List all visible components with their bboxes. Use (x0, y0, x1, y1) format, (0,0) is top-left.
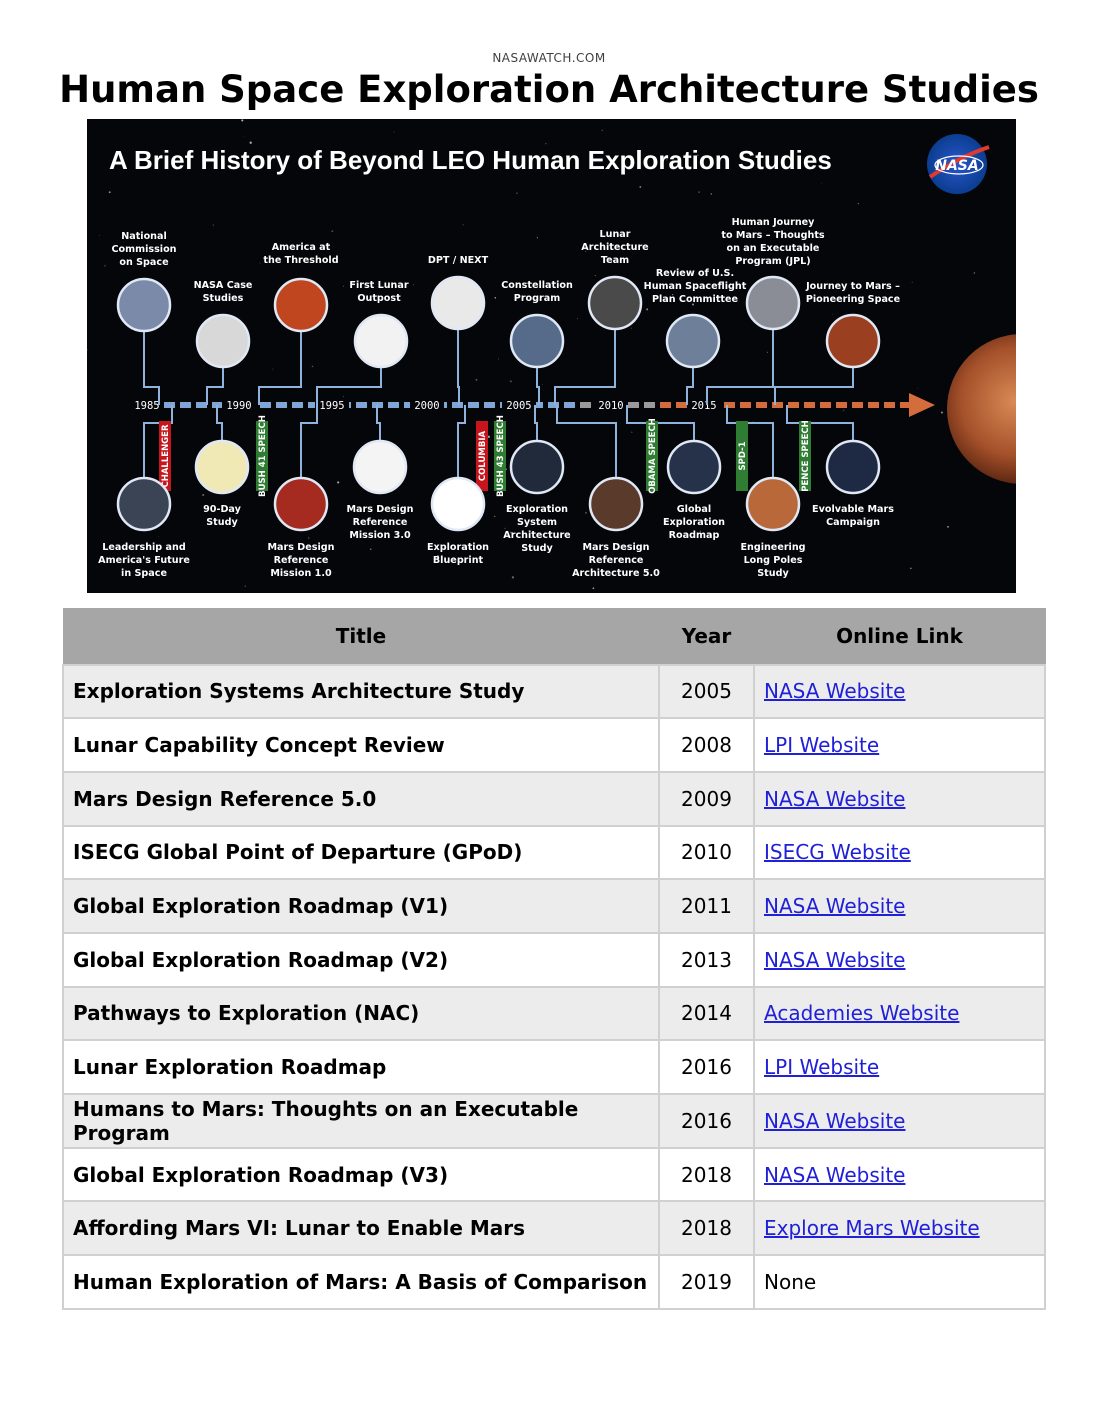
study-thumbnail (667, 315, 719, 367)
star (947, 526, 949, 528)
star (494, 516, 495, 517)
timeline-segment (260, 402, 271, 408)
study-year: 2018 (659, 1148, 754, 1202)
timeline-segment (852, 402, 863, 408)
study-thumbnail (275, 279, 327, 331)
timeline-segment (452, 402, 463, 408)
study-connector (458, 405, 465, 478)
study-title: Pathways to Exploration (NAC) (63, 987, 659, 1041)
star (109, 191, 111, 193)
study-label: Journey to Mars – Pioneering Space (805, 281, 901, 305)
timeline-studies (98, 217, 900, 579)
study-title: ISECG Global Point of Departure (GPoD) (63, 826, 659, 880)
star (308, 537, 309, 538)
timeline-segment (788, 402, 799, 408)
study-label: Evolvable Mars Campaign (812, 504, 894, 528)
year-label: 2015 (691, 400, 717, 412)
study-connector (537, 367, 539, 405)
study-thumbnail (511, 315, 563, 367)
column-header-title: Title (63, 609, 659, 665)
star (343, 396, 344, 397)
study-thumbnail (118, 478, 170, 530)
star (537, 237, 538, 238)
star (99, 235, 100, 236)
svg-text:NASA: NASA (935, 158, 979, 174)
study-title: Global Exploration Roadmap (V2) (63, 933, 659, 987)
study-connector (144, 331, 159, 405)
study-connector (535, 405, 537, 441)
timeline-arrowhead (909, 393, 935, 417)
timeline-segment (676, 402, 687, 408)
timeline-segment (292, 402, 303, 408)
study-title: Exploration Systems Architecture Study (63, 665, 659, 719)
star (202, 494, 204, 496)
star (639, 186, 641, 188)
study-link[interactable]: LPI Website (764, 1055, 880, 1080)
study-link[interactable]: NASA Website (764, 1108, 906, 1133)
study-link-none: None (754, 1255, 1045, 1309)
timeline-segment (580, 402, 591, 408)
star (243, 136, 244, 137)
timeline-segment (468, 402, 479, 408)
star (510, 380, 512, 382)
table-row (63, 826, 1045, 880)
timeline-segment (868, 402, 879, 408)
star (245, 586, 246, 587)
star (334, 572, 335, 573)
timeline-segment (484, 402, 495, 408)
star (104, 265, 106, 267)
studies-table (62, 608, 1046, 1310)
star (87, 349, 88, 350)
study-label: 90-Day Study (203, 504, 241, 528)
star (577, 318, 578, 319)
star (593, 587, 595, 589)
star (595, 275, 596, 276)
study-thumbnail (827, 441, 879, 493)
study-label: Lunar Architecture Team (581, 229, 649, 266)
timeline-segment (740, 402, 751, 408)
timeline-segment (276, 402, 287, 408)
star (463, 224, 464, 225)
study-title: Lunar Exploration Roadmap (63, 1040, 659, 1094)
study-label: Exploration Blueprint (427, 542, 489, 566)
timeline-segment (644, 402, 655, 408)
study-thumbnail (275, 478, 327, 530)
study-title: Global Exploration Roadmap (V1) (63, 879, 659, 933)
event-marker (646, 418, 658, 494)
study-connector (557, 405, 616, 478)
star (476, 379, 478, 381)
study-label: Mars Design Reference Mission 3.0 (346, 504, 414, 541)
study-connector (627, 405, 694, 441)
study-link[interactable]: ISECG Website (764, 840, 911, 865)
star (241, 119, 243, 121)
study-thumbnail (354, 441, 406, 493)
timeline-segment (628, 402, 639, 408)
study-year: 2019 (659, 1255, 754, 1309)
star (512, 576, 514, 578)
year-label: 1990 (226, 400, 252, 412)
study-connector (377, 405, 380, 441)
study-year: 2008 (659, 718, 754, 772)
star (974, 272, 975, 273)
timeline-segment (772, 402, 783, 408)
year-label: 2005 (506, 400, 532, 412)
year-label: 1995 (319, 400, 345, 412)
page-title: Human Space Exploration Architecture Studies (59, 68, 1039, 111)
study-thumbnail (355, 315, 407, 367)
star (917, 388, 918, 389)
column-header-year: Year (659, 609, 754, 665)
study-connector (207, 367, 223, 405)
year-label: 2010 (598, 400, 624, 412)
star (821, 183, 822, 184)
event-marker (799, 420, 811, 491)
study-title: Lunar Capability Concept Review (63, 718, 659, 772)
study-title: Humans to Mars: Thoughts on an Executable Program (63, 1094, 659, 1148)
study-connector (217, 405, 222, 441)
star (585, 512, 587, 514)
timeline-segment (804, 402, 815, 408)
study-title: Affording Mars VI: Lunar to Enable Mars (63, 1201, 659, 1255)
star (542, 384, 543, 385)
star (260, 263, 261, 264)
study-label: Exploration System Architecture Study (503, 504, 571, 554)
star (646, 308, 648, 310)
table-row (63, 879, 1045, 933)
study-year: 2018 (659, 1201, 754, 1255)
star (413, 285, 414, 286)
study-connector (301, 405, 317, 478)
study-connector (727, 405, 773, 478)
star (370, 548, 372, 550)
study-year: 2016 (659, 1040, 754, 1094)
event-label: OBAMA SPEECH (648, 418, 658, 494)
study-label: Mars Design Reference Architecture 5.0 (572, 542, 660, 579)
star (343, 286, 344, 287)
star (843, 409, 845, 411)
study-link[interactable]: NASA Website (764, 947, 906, 972)
star (331, 230, 333, 232)
star (912, 282, 913, 283)
star (910, 568, 911, 569)
table-row (63, 772, 1045, 826)
star (394, 132, 395, 133)
event-marker (736, 421, 748, 491)
study-label: DPT / NEXT (427, 255, 489, 266)
event-label: COLUMBIA (478, 430, 488, 482)
table-row (63, 718, 1045, 772)
study-label: Mars Design Reference Mission 1.0 (267, 542, 335, 579)
study-link[interactable]: Academies Website (764, 1001, 960, 1026)
table-row (63, 1201, 1045, 1255)
study-thumbnail (197, 315, 249, 367)
study-label: Constellation Program (501, 280, 573, 304)
year-label: 1985 (134, 400, 160, 412)
table-row (63, 933, 1045, 987)
star (495, 297, 497, 299)
mars-planet-image (947, 334, 1016, 484)
event-label: PENCE SPEECH (801, 420, 811, 492)
star (516, 192, 517, 193)
event-marker (256, 415, 268, 497)
timeline-segment (724, 402, 735, 408)
study-label: NASA Case Studies (193, 280, 253, 304)
study-connector (259, 331, 301, 405)
study-year: 2014 (659, 987, 754, 1041)
star (767, 352, 768, 353)
study-thumbnail (668, 441, 720, 493)
study-label: Engineering Long Poles Study (740, 542, 806, 579)
star (504, 528, 505, 529)
study-link[interactable]: NASA Website (764, 894, 906, 919)
study-thumbnail (432, 277, 484, 329)
study-thumbnail (590, 478, 642, 530)
source-label: NASAWATCH.COM (492, 51, 606, 65)
study-thumbnail (589, 277, 641, 329)
star (213, 224, 214, 225)
study-year: 2016 (659, 1094, 754, 1148)
timeline-segment (388, 402, 399, 408)
study-thumbnail (827, 315, 879, 367)
study-link[interactable]: LPI Website (764, 733, 880, 758)
star (941, 411, 943, 413)
star (631, 432, 632, 433)
study-connector (775, 367, 853, 405)
study-year: 2005 (659, 665, 754, 719)
study-title: Human Exploration of Mars: A Basis of Comparison (63, 1255, 659, 1309)
study-link[interactable]: Explore Mars Website (764, 1216, 980, 1241)
timeline-segment (180, 402, 191, 408)
column-header-link: Online Link (754, 609, 1045, 665)
study-label: Review of U.S. Human Spaceflight Plan Committee (643, 268, 747, 305)
timeline-segment (836, 402, 847, 408)
timeline-segment (660, 402, 671, 408)
study-thumbnail (511, 441, 563, 493)
study-year: 2013 (659, 933, 754, 987)
study-title: Global Exploration Roadmap (V3) (63, 1148, 659, 1202)
event-marker (159, 421, 171, 491)
year-label: 2000 (414, 400, 440, 412)
study-label: National Commission on Space (111, 231, 177, 268)
study-label: America at the Threshold (263, 242, 339, 266)
star (858, 203, 859, 204)
star (158, 536, 159, 537)
star (312, 366, 314, 368)
timeline-axis (130, 393, 935, 417)
star (602, 130, 603, 131)
nasa-logo (927, 134, 989, 194)
infographic-heading: A Brief History of Beyond LEO Human Exploration Studies (109, 145, 832, 175)
study-label: Human Journey to Mars – Thoughts on an Executable Program (JPL) (721, 217, 825, 267)
study-label: Global Exploration Roadmap (663, 504, 725, 541)
star (698, 191, 700, 193)
event-marker (494, 415, 506, 497)
table-row (63, 1148, 1045, 1202)
star (337, 481, 339, 483)
study-thumbnail (196, 441, 248, 493)
study-thumbnail (747, 277, 799, 329)
timeline-segment (356, 402, 367, 408)
event-label: BUSH 41 SPEECH (258, 415, 268, 497)
study-link[interactable]: NASA Website (764, 1162, 906, 1187)
table-row (63, 1040, 1045, 1094)
table-row (63, 1255, 1045, 1309)
timeline-segment (884, 402, 895, 408)
study-title: Mars Design Reference 5.0 (63, 772, 659, 826)
study-thumbnail (747, 478, 799, 530)
table-header-row (63, 609, 1045, 665)
event-label: BUSH 43 SPEECH (496, 415, 506, 497)
study-link[interactable]: NASA Website (764, 786, 906, 811)
study-thumbnail (118, 279, 170, 331)
star (498, 359, 499, 360)
timeline-segment (164, 402, 175, 408)
table-row (63, 1094, 1045, 1148)
timeline-segment (820, 402, 831, 408)
event-label: CHALLENGER (161, 424, 171, 488)
timeline-segment (564, 402, 575, 408)
event-label: SPD-1 (738, 441, 748, 471)
study-year: 2010 (659, 826, 754, 880)
study-year: 2011 (659, 879, 754, 933)
star (711, 193, 713, 195)
timeline-infographic (87, 119, 1016, 593)
study-connector (458, 329, 459, 405)
star (832, 314, 833, 315)
event-marker (476, 421, 488, 491)
table-row (63, 665, 1045, 719)
study-link[interactable]: NASA Website (764, 679, 906, 704)
timeline-segment (756, 402, 767, 408)
timeline-segment (196, 402, 207, 408)
table-row (63, 987, 1045, 1041)
study-year: 2009 (659, 772, 754, 826)
study-label: Leadership and America's Future in Space (98, 542, 190, 579)
star (631, 328, 632, 329)
study-label: First Lunar Outpost (349, 280, 409, 304)
study-thumbnail (432, 478, 484, 530)
star (250, 142, 252, 144)
star (272, 369, 273, 370)
